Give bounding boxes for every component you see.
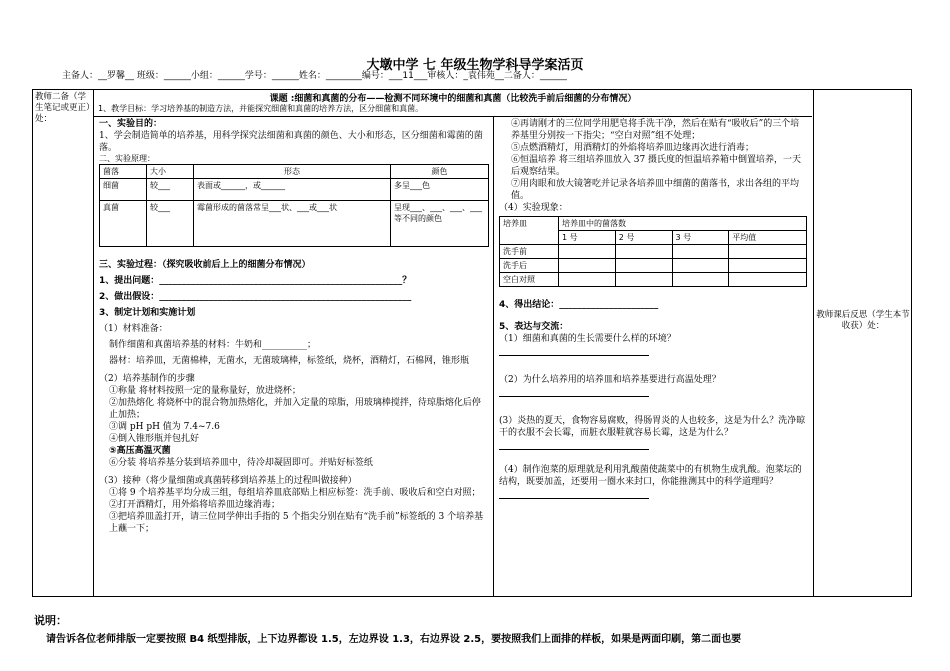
- result-header: 2 号: [615, 231, 672, 245]
- prep-step: ①称量 将材料按照一定的量称量好，放进烧杯；: [109, 386, 301, 396]
- procedure-step: ④再请刚才的三位同学用肥皂将手洗干净，然后在贴有“吸收后”的三个培养基里分别按一下指尖；“空白对照”组不处理；: [511, 119, 800, 141]
- worksheet-frame: [32, 89, 912, 597]
- divider-middle: [493, 116, 494, 596]
- objective-line: 1、教学目标：学习培养基的制造方法，并能探究细菌和真菌的培养方法，区分细菌和真菌。: [98, 104, 424, 113]
- section-expression-title: 5、表达与交流：: [499, 322, 569, 332]
- colony-table: [99, 164, 489, 247]
- result-row-label: 洗手后: [500, 259, 559, 273]
- result-header: 3 号: [672, 231, 729, 245]
- question-3: (3）炎热的夏天，食物容易腐败，得肠胃炎的人也较多，这是为什么？洗净晾干的衣服不会长霉，而脏衣服鞋就容易长霉，这是为什么？: [499, 416, 806, 438]
- section-objective-text: 1、学会制造简单的培养基，用科学探究法细菌和真菌的颜色、大小和形态，区分细菌和霉菌的菌落。: [99, 131, 483, 153]
- result-header: 培养皿: [500, 217, 559, 245]
- step-plan: 3、制定计划和实施计划: [99, 308, 196, 318]
- prep-step: ④倒入锥形瓶并包扎好: [109, 434, 200, 444]
- question-1: （1）细菌和真菌的生长需要什么样的环境？: [499, 334, 676, 344]
- result-header: 培养皿中的菌落数: [559, 217, 807, 231]
- procedure-step: ⑤点燃酒精灯，用酒精灯的外焰将培养皿边缘再次进行消毒；: [511, 143, 755, 153]
- result-row-label: 洗手前: [500, 245, 559, 259]
- colony-header: 菌落: [100, 165, 147, 179]
- colony-cell: 呈现___、___、___、___等不同的颜色: [391, 201, 489, 247]
- header-info-line: 主备人：__罗馨__ 班级：______小组：______学号：______姓名：________编号：___11___审核人：_袁伟苑__二备人：______: [62, 71, 567, 81]
- colony-header: 大小: [147, 165, 194, 179]
- conclusion-line: 4、得出结论：______________________: [499, 300, 659, 310]
- page-title: 大墩中学 七 年级生物学科导学案活页: [366, 58, 584, 73]
- topic-line: 课题 :细菌和真菌的分布——检测不同环境中的细菌和真菌（比较洗手前后细菌的分布情况）: [269, 94, 637, 104]
- prep-step: ⑤高压高温灭菌: [109, 446, 171, 456]
- result-row-label: 空白对照: [500, 273, 559, 287]
- question-4: （4）制作泡菜的原理就是利用乳酸菌使蔬菜中的有机物生成乳酸。泡菜坛的结构，既要加盖，还要用一圈水来封口，你能推测其中的科学道理吗？: [499, 465, 802, 487]
- answer-line: [499, 488, 649, 499]
- teacher-reflection-label: 教师课后反思（学生本节收获）处：: [816, 310, 910, 331]
- step-question: 1、提出问题：______________________________________________________？: [99, 276, 412, 286]
- answer-line: [499, 386, 649, 397]
- result-header: 1 号: [559, 231, 616, 245]
- notes-title: 说明：: [34, 614, 67, 627]
- answer-line: [499, 345, 649, 356]
- step-hypothesis: 2、做出假设：________________________________________________________: [99, 292, 412, 302]
- colony-header: 形态: [194, 165, 391, 179]
- colony-cell: 多呈___色: [391, 179, 489, 201]
- inoculation-step: ③把培养皿盖打开，请三位同学伸出手指的 5 个指尖分别在贴有“洗手前”标签纸的 3 个培养基上蘸一下；: [109, 512, 484, 534]
- colony-cell: 霉菌形成的菌落常呈___状、___或___状: [194, 201, 391, 247]
- colony-cell: 表面或______，或______: [194, 179, 391, 201]
- teacher-notes-label: 教师二备（学生笔记或更正）处：: [35, 92, 91, 124]
- prep-step: ③调 pH pH 值为 7.4~7.6: [109, 422, 220, 432]
- procedure-step: ⑥恒温培养 将三组培养皿放入 37 摄氏度的恒温培养箱中倒置培养，一天后观察结果。: [511, 155, 802, 177]
- inoculation-step: ①将 9 个培养基平均分成三组，每组培养皿底部贴上相应标签：洗手前、吸收后和空白对照；: [109, 488, 481, 498]
- inoculation-title: （3）接种（将少量细菌或真菌转移到培养基上的过程叫做接种）: [99, 476, 357, 486]
- section-principle-title: 二、实验原理：: [99, 154, 155, 163]
- materials-list: 制作细菌和真菌培养基的材料：牛奶和__________；: [109, 340, 317, 350]
- divider-right: [813, 90, 814, 596]
- divider-topic: [93, 116, 812, 117]
- notes-text: 请告诉各位老师排版一定要按照 B4 纸型排版，上下边界都设 1.5，左边界设 1.3，右边界设 2.5，要按照我们上面排的样板，如果是两面印刷，第二面也要: [46, 634, 742, 645]
- question-2: （2）为什么培养用的培养皿和培养基要进行高温处理？: [499, 375, 721, 385]
- materials-title: （1）材料准备：: [99, 324, 168, 334]
- colony-header: 颜色: [391, 165, 489, 179]
- colony-cell: 真菌: [100, 201, 147, 247]
- result-header: 平均值: [729, 231, 807, 245]
- equipment-list: 器材：培养皿，无菌棉棒，无菌水，无菌玻璃棒，标签纸，烧杯，酒精灯，石棉网，锥形瓶: [109, 356, 470, 366]
- section-process-title: 三、实验过程：（探究吸收前后上上的细菌分布情况）: [99, 260, 311, 270]
- colony-cell: 较___: [147, 201, 194, 247]
- prep-step: ⑥分装 将培养基分装到培养皿中，待冷却凝固即可。并贴好标签纸: [109, 458, 373, 468]
- procedure-step: ⑦用肉眼和放大镜箸吃并记录各培养皿中细菌的菌落书，求出各组的平均值。: [511, 179, 800, 201]
- divider-left: [93, 90, 94, 596]
- inoculation-step: ②打开酒精灯，用外焰将培养皿边缘消毒；: [109, 500, 281, 510]
- result-table: [499, 216, 807, 287]
- section-objective-title: 一、实验目的：: [99, 119, 163, 129]
- colony-cell: 较___: [147, 179, 194, 201]
- prep-title: （2）培养基制作的步骤: [99, 374, 195, 384]
- phenomenon-title: （4）实验现象：: [499, 203, 568, 213]
- colony-cell: 细菌: [100, 179, 147, 201]
- answer-line: [499, 439, 649, 450]
- prep-step: ②加热熔化 将烧杯中的混合物加热熔化，并加入定量的琼脂，用玻璃棒搅拌，待琼脂熔化后停止加热；: [109, 398, 481, 420]
